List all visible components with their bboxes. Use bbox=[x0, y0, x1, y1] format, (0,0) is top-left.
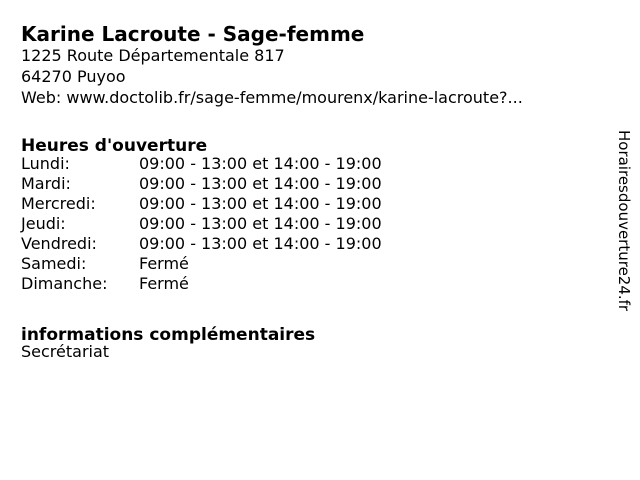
day-label: Mardi: bbox=[21, 174, 71, 193]
day-label: Samedi: bbox=[21, 254, 87, 273]
address-block bbox=[21, 45, 523, 108]
page-title: Karine Lacroute - Sage-femme bbox=[21, 22, 365, 47]
day-hours: Fermé bbox=[139, 254, 189, 273]
day-hours: 09:00 - 13:00 et 14:00 - 19:00 bbox=[139, 154, 382, 173]
day-label: Jeudi: bbox=[21, 214, 66, 233]
hours-row-friday bbox=[21, 234, 382, 254]
secretariat-text: Secrétariat bbox=[21, 342, 110, 361]
vertical-brand-text: Horairesdouverture24.fr bbox=[615, 130, 633, 312]
day-label: Mercredi: bbox=[21, 194, 96, 213]
day-hours: 09:00 - 13:00 et 14:00 - 19:00 bbox=[139, 234, 382, 253]
hours-row-tuesday bbox=[21, 174, 382, 194]
day-label: Dimanche: bbox=[21, 274, 108, 293]
day-label: Lundi: bbox=[21, 154, 70, 173]
opening-hours-table bbox=[21, 154, 382, 294]
hours-row-saturday bbox=[21, 254, 382, 274]
day-hours: 09:00 - 13:00 et 14:00 - 19:00 bbox=[139, 194, 382, 213]
hours-row-monday bbox=[21, 154, 382, 174]
address-line-2: 64270 Puyoo bbox=[21, 67, 126, 86]
day-hours: 09:00 - 13:00 et 14:00 - 19:00 bbox=[139, 174, 382, 193]
day-label: Vendredi: bbox=[21, 234, 97, 253]
hours-row-wednesday bbox=[21, 194, 382, 214]
address-line-1: 1225 Route Départementale 817 bbox=[21, 46, 285, 65]
additional-info-heading: informations complémentaires bbox=[21, 325, 316, 346]
hours-row-sunday bbox=[21, 274, 382, 294]
day-hours: Fermé bbox=[139, 274, 189, 293]
day-hours: 09:00 - 13:00 et 14:00 - 19:00 bbox=[139, 214, 382, 233]
hours-row-thursday bbox=[21, 214, 382, 234]
website-line: Web: www.doctolib.fr/sage-femme/mourenx/karine-lacroute?... bbox=[21, 88, 523, 107]
opening-hours-heading: Heures d'ouverture bbox=[21, 136, 208, 157]
